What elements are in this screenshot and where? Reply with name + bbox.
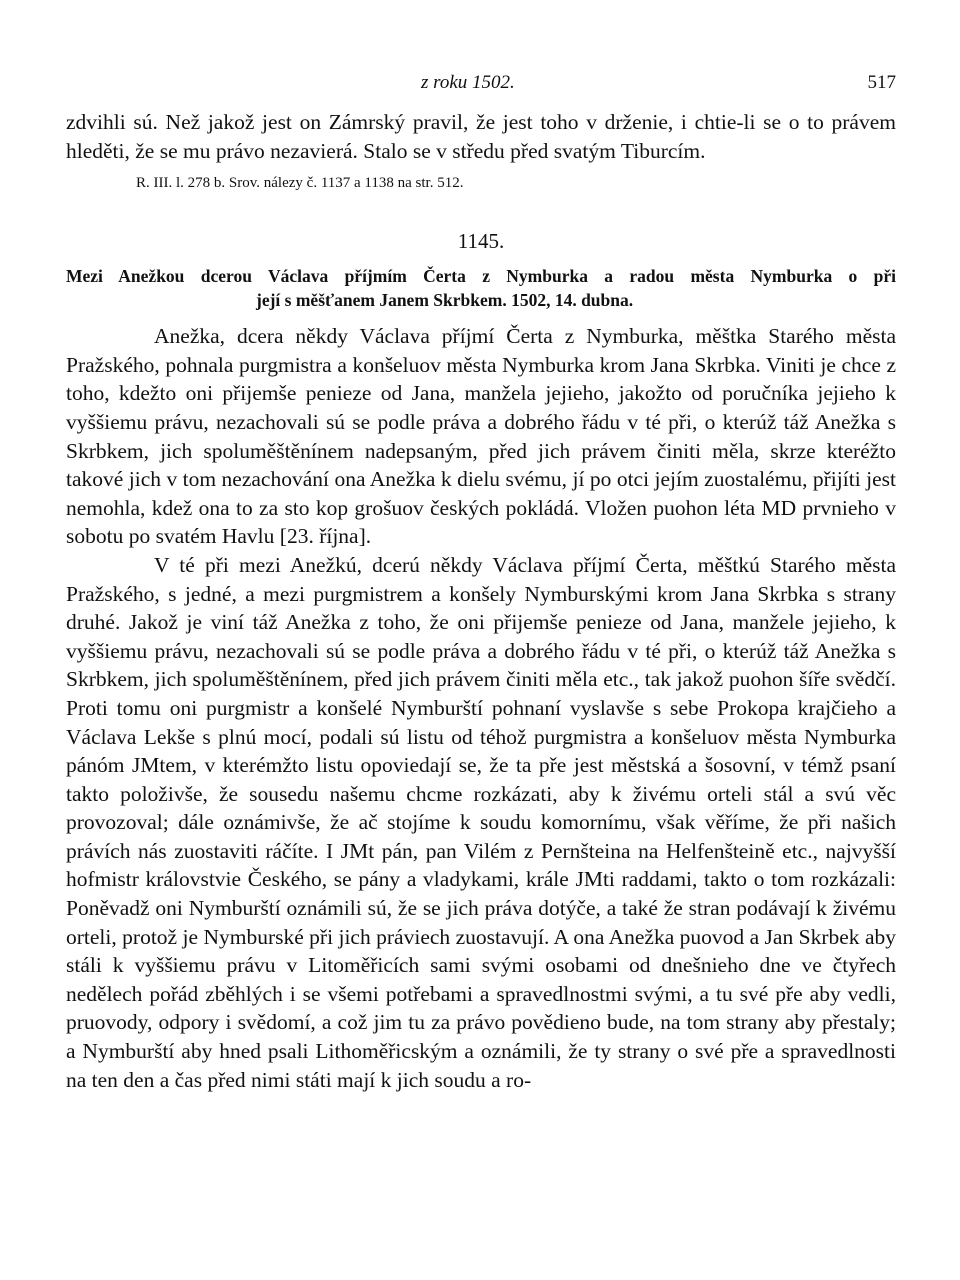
document-number: 1145. [457,229,505,254]
source-note: R. III. l. 278 b. Srov. nálezy č. 1137 a 1138 na str. 512. [136,175,464,192]
running-head-title: z roku 1502. [421,72,515,93]
body-paragraph-1: Anežka, dcera někdy Václava příjmí Čerta z Nymburka, měštka Starého města Pražského, pohnala purgmistra a konšeluov města Nymburka krom Jana Skrbka. Viniti je chce z toho, kdežto oni přijemše penieze od Jana, manžela jejieho, jakožto od poručníka jejieho k vyššiemu právu, nezachovali sú se podle práva a dobrého řádu v té při, o kterúž táž Anežka s Skrbkem, jich spoluměštěnínem nadepsaným, před jich právem činiti měla, skrze kteréžto takové jich v tom nezachování ona Anežka k dielu svému, jí po otci jejím zuostalému, přijíti jest nemohla, kdež ona to za sto kop grošuov českých pokládá. Vložen puohon léta MD prvnieho v sobotu po svatém Havlu [23. října]. [66,324,896,549]
continued-paragraph: zdvihli sú. Než jakož jest on Zámrský pravil, že jest toho v drženie, i chtie-li se o to právem hleděti, že se mu právo nezavierá. Stalo se v středu před svatým Tiburcím. [66,110,896,163]
document-page [66,72,896,1094]
regest-line-2: její s měšťanem Janem Skrbkem. 1502, 14. dubna. [256,290,634,311]
regest-line-1: Mezi Anežkou dcerou Václava příjmím Čerta z Nymburka a radou města Nymburka o při [66,266,896,287]
running-head [66,72,896,108]
document-regest [66,264,896,312]
page-number: 517 [867,72,896,93]
body-paragraph-2: V té při mezi Anežkú, dcerú někdy Václava příjmí Čerta, měštkú Starého města Pražského, s jedné, a mezi purgmistrem a konšely Nymburskými krom Jana Skrbka s strany druhé. Jakož je viní táž Anežka z toho, že oni přijemše penieze od Jana, manžele jejieho, k vyššiemu právu, nezachovali sú se podle práva a dobrého řádu v té při, o kterúž táž Anežka s Skrbkem, jich spoluměštěnínem, před jich právem činiti měla etc., tak jakož puohon šíře svědčí. Proti tomu oni purgmistr a konšelé Nymburští pohnaní vyslavše s sebe Prokopa krajčieho a Václava Lekše s plnú mocí, podali sú listu od téhož purgmistra a konšeluov města Nymburka pánóm JMtem, v kterémžto listu opoviedají se, že ta pře jest městská a šosovní, v témž psaní takto položivše, že sousedu našemu chcme rozkázati, aby k živému orteli stál a svú věc provozoval; dále oznámivše, že ač stojíme k soudu komornímu, však věříme, že při našich právích nás zuostaviti ráčíte. I JMt pán, pan Vilém z Pernšteina na Helfenšteině etc., najvyšší hofmistr královstvie Českého, se pány a vladykami, krále JMti raddami, takto o tom rozkázali: Poněvadž oni Nymburští oznámili sú, že se jich práva dotýče, a také že stran podávají k živému orteli, protož je Nymburské při jich práviech zuostavují. A ona Anežka puovod a Jan Skrbek aby stáli k vyššiemu právu v Litoměřicích sami svými osobami od dnešnieho dne ve čtyřech nedělech pořád zběhlých i se všemi potřebami a spravedlnostmi svými, a tu své pře aby vedli, pruovody, odpory i svědomí, a což jim tu za právo povědieno bude, na tom strany aby přestaly; a Nymburští aby hned psali Lithoměřicským a oznámili, že ty strany o své pře a spravedlnosti na ten den a čas před nimi státi mají k jich soudu a ro- [66,552,896,1092]
